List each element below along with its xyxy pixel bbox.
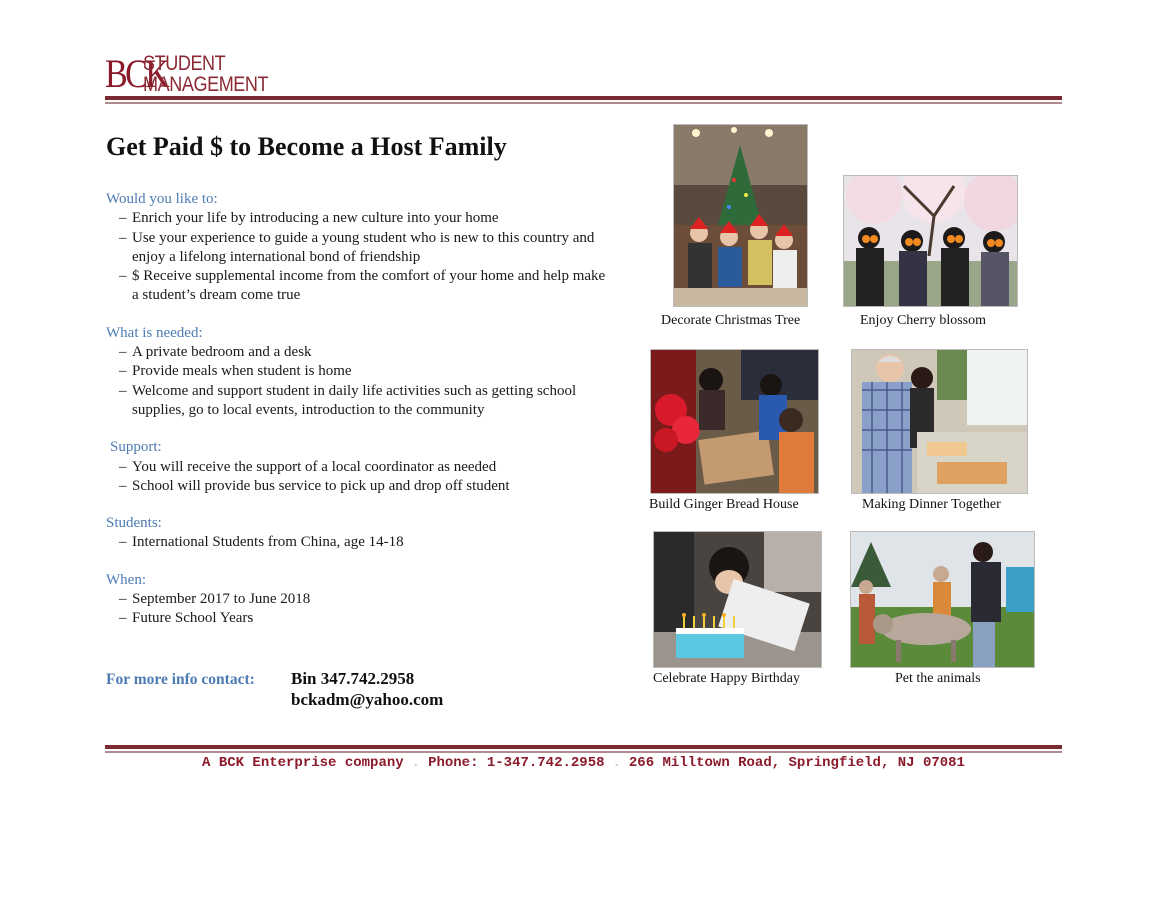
list-item: – International Students from China, age 14-18 bbox=[106, 533, 606, 552]
footer-company: A BCK Enterprise company bbox=[202, 755, 404, 771]
students-list bbox=[106, 533, 606, 552]
contact-email: bckadm@yahoo.com bbox=[291, 690, 444, 709]
photo-christmas-tree bbox=[673, 124, 808, 307]
photo-happy-birthday bbox=[653, 531, 822, 668]
caption-christmas-tree: Decorate Christmas Tree bbox=[661, 313, 801, 328]
photo-cherry-blossom bbox=[843, 175, 1018, 307]
what-is-needed-list bbox=[106, 343, 606, 420]
section-heading-students: Students: bbox=[106, 515, 162, 532]
list-item: – A private bedroom and a desk bbox=[106, 343, 606, 362]
logo-mark: BCK bbox=[105, 51, 168, 96]
caption-making-dinner: Making Dinner Together bbox=[862, 497, 1001, 512]
footer-rule bbox=[105, 745, 1062, 753]
footer-phone: Phone: 1-347.742.2958 bbox=[428, 755, 605, 771]
section-heading-support: Support: bbox=[110, 439, 162, 456]
logo-text-management: MANAGEMENT bbox=[143, 73, 269, 96]
photo-ginger-bread-house bbox=[650, 349, 819, 494]
section-heading-would-you-like: Would you like to: bbox=[106, 191, 218, 207]
info-content bbox=[106, 190, 606, 629]
when-list bbox=[106, 590, 606, 629]
list-item: – Future School Years bbox=[106, 609, 606, 628]
logo-text-student: STUDENT bbox=[143, 52, 226, 75]
list-item: – Provide meals when student is home bbox=[106, 362, 606, 381]
page-title: Get Paid $ to Become a Host Family bbox=[106, 132, 507, 161]
list-item: – Enrich your life by introducing a new culture into your home bbox=[106, 209, 606, 228]
caption-cherry-blossom: Enjoy Cherry blossom bbox=[860, 313, 986, 328]
list-item: – $ Receive supplemental income from the comfort of your home and help make a student’s dream come true bbox=[106, 267, 606, 306]
contact-phone: Bin 347.742.2958 bbox=[291, 669, 415, 688]
photo-making-dinner bbox=[851, 349, 1028, 494]
photo-pet-animals bbox=[850, 531, 1035, 668]
footer: A BCK Enterprise company . Phone: 1-347.742.2958 . 266 Milltown Road, Springfield, NJ 07081 bbox=[202, 755, 965, 771]
section-heading-what-is-needed: What is needed: bbox=[106, 324, 203, 341]
would-you-like-list bbox=[106, 209, 606, 305]
caption-pet-animals: Pet the animals bbox=[895, 671, 981, 686]
list-item: – Use your experience to guide a young student who is new to this country and enjoy a lifelong international bond of friendship bbox=[106, 229, 606, 268]
list-item: – Welcome and support student in daily life activities such as getting school supplies, go to local events, introduction to the community bbox=[106, 382, 606, 421]
header-rule bbox=[105, 96, 1062, 104]
list-item: – You will receive the support of a local coordinator as needed bbox=[106, 458, 606, 477]
list-item: – School will provide bus service to pick up and drop off student bbox=[106, 477, 606, 496]
list-item: – September 2017 to June 2018 bbox=[106, 590, 606, 609]
support-list bbox=[106, 458, 606, 497]
contact-label: For more info contact: bbox=[106, 671, 255, 688]
footer-address: 266 Milltown Road, Springfield, NJ 07081 bbox=[628, 755, 965, 771]
caption-ginger-bread-house: Build Ginger Bread House bbox=[649, 497, 799, 512]
section-heading-when: When: bbox=[106, 571, 146, 588]
caption-happy-birthday: Celebrate Happy Birthday bbox=[653, 671, 800, 686]
